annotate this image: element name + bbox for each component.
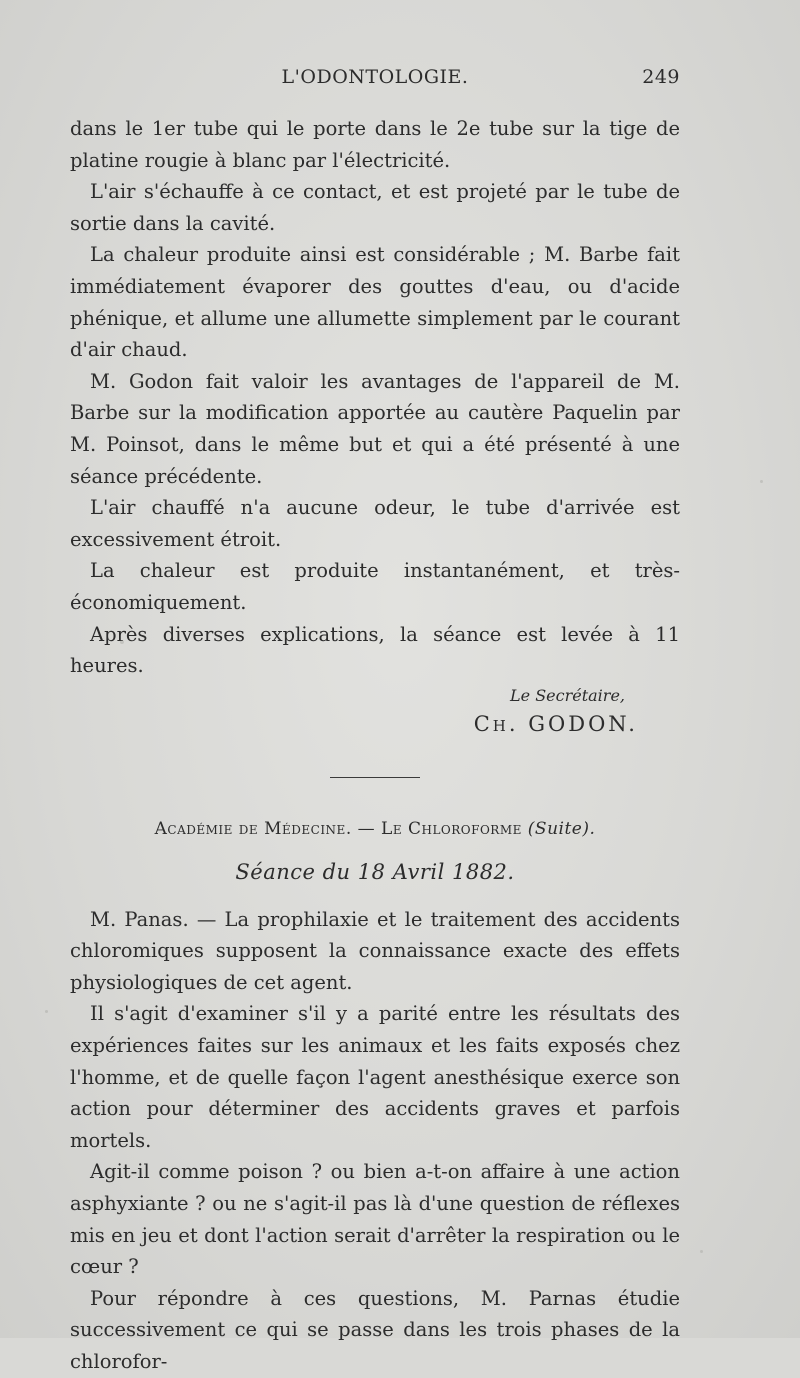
section-heading-suffix: (Suite).: [527, 818, 596, 839]
signature-name: Ch. GODON.: [473, 711, 638, 736]
paragraph: M. Godon fait valoir les avantages de l'appareil de M. Barbe sur la modification apportée au cautère Paquelin par M. Poinsot, dans le même but et qui a été présenté à une séance précédente.: [70, 369, 680, 488]
paper-speck: [700, 1250, 703, 1253]
paragraph: Il s'agit d'examiner s'il y a parité entre les résultats des expériences faites sur les animaux et les faits exposés chez l'homme, et de quelle façon l'agent anesthésique exerce son action pour déterminer des accidents graves et parfois mortels.: [70, 1002, 680, 1152]
paragraph: dans le 1er tube qui le porte dans le 2e tube sur la tige de platine rougie à blanc par l'électricité.: [70, 117, 680, 172]
running-title: L'ODONTOLOGIE.: [281, 66, 469, 88]
paragraph: La chaleur est produite instantanément, et très-économiquement.: [70, 559, 680, 614]
text-body: [70, 113, 680, 1378]
session-date: Séance du 18 Avril 1882.: [235, 859, 515, 884]
paragraph: La chaleur produite ainsi est considérable ; M. Barbe fait immédiatement évaporer des gouttes d'eau, ou d'acide phénique, et allume une allumette simplement par le courant d'air chaud.: [70, 243, 680, 362]
section-divider: [330, 777, 420, 778]
paragraph: M. Panas. — La prophilaxie et le traitement des accidents chloromiques supposent la connaissance exacte des effets physiologiques de cet agent.: [70, 907, 680, 994]
signature-role: Le Secrétaire,: [510, 685, 625, 705]
paragraph: L'air s'échauffe à ce contact, et est projeté par le tube de sortie dans la cavité.: [70, 180, 680, 235]
section-heading-main: Académie de Médecine. — Le Chloroforme: [154, 818, 522, 839]
page-number: 249: [642, 66, 680, 88]
paragraph: Après diverses explications, la séance est levée à 11 heures.: [70, 622, 680, 678]
running-header: [70, 66, 680, 96]
paragraph: Pour répondre à ces questions, M. Parnas étudie successivement ce qui se passe dans les trois phases de la chlorofor-: [70, 1286, 680, 1373]
paragraph: Agit-il comme poison ? ou bien a-t-on affaire à une action asphyxiante ? ou ne s'agit-il pas là d'une question de réflexes mis en jeu et dont l'action serait d'arrêter la respiration ou le cœur ?: [70, 1160, 680, 1279]
paper-speck: [120, 640, 124, 644]
paragraph: L'air chauffé n'a aucune odeur, le tube d'arrivée est excessivement étroit.: [70, 496, 680, 551]
paper-speck: [45, 1010, 48, 1013]
section-heading: [70, 816, 680, 842]
paper-speck: [760, 480, 763, 483]
